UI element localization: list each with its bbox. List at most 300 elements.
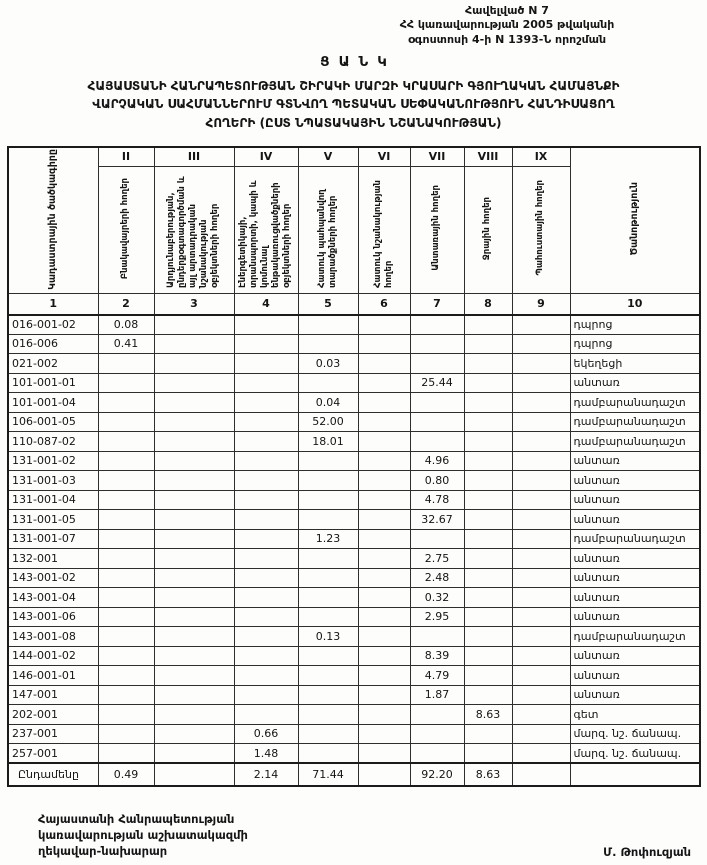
total-label: Ընդամենը bbox=[8, 763, 98, 786]
value-cell bbox=[410, 354, 464, 374]
value-cell bbox=[512, 685, 570, 705]
value-cell bbox=[98, 412, 154, 432]
value-cell bbox=[464, 646, 512, 666]
value-cell bbox=[512, 490, 570, 510]
total-value-col5: 71.44 bbox=[298, 763, 358, 786]
value-cell bbox=[358, 568, 410, 588]
industrial-lands-header: Արդյունաբերության, ընդերքօգտագործման և այլ արտադրական նշանակության օբյեկտների հողեր bbox=[154, 167, 234, 294]
total-row bbox=[8, 763, 700, 786]
value-cell bbox=[234, 490, 298, 510]
value-cell bbox=[298, 471, 358, 491]
value-cell bbox=[512, 705, 570, 725]
value-cell bbox=[234, 568, 298, 588]
note-column-header bbox=[570, 147, 700, 294]
value-cell bbox=[464, 549, 512, 569]
value-cell bbox=[410, 705, 464, 725]
energy-transport-lands-header: Էներգետիկայի, տրանսպորտի, կապի և կոմունալ ենթակառուցվածքների օբյեկտների հողեր bbox=[234, 167, 298, 294]
value-cell: 0.80 bbox=[410, 471, 464, 491]
value-cell bbox=[154, 393, 234, 413]
value-cell bbox=[464, 529, 512, 549]
value-cell bbox=[154, 432, 234, 452]
value-cell bbox=[98, 627, 154, 647]
value-cell bbox=[234, 412, 298, 432]
value-cell bbox=[298, 744, 358, 764]
value-cell bbox=[234, 373, 298, 393]
value-cell bbox=[512, 393, 570, 413]
value-cell bbox=[410, 393, 464, 413]
value-cell bbox=[298, 685, 358, 705]
value-cell bbox=[154, 412, 234, 432]
value-cell: 25.44 bbox=[410, 373, 464, 393]
appendix-header bbox=[347, 4, 667, 47]
value-cell bbox=[464, 724, 512, 744]
roman-numeral-row bbox=[8, 147, 700, 167]
cadastral-code-header bbox=[8, 147, 98, 294]
value-cell bbox=[98, 724, 154, 744]
table-row bbox=[8, 529, 700, 549]
value-cell bbox=[464, 490, 512, 510]
value-cell bbox=[154, 451, 234, 471]
table-row bbox=[8, 490, 700, 510]
value-cell bbox=[358, 451, 410, 471]
value-cell: 1.87 bbox=[410, 685, 464, 705]
water-lands-header: Ջրային հողեր bbox=[464, 167, 512, 294]
value-cell bbox=[512, 744, 570, 764]
note-cell: անտառ bbox=[570, 510, 700, 530]
value-cell bbox=[358, 490, 410, 510]
value-cell bbox=[298, 451, 358, 471]
value-cell bbox=[464, 744, 512, 764]
table-row bbox=[8, 354, 700, 374]
cadastral-code-cell: 202-001 bbox=[8, 705, 98, 725]
table-row bbox=[8, 412, 700, 432]
value-cell bbox=[298, 588, 358, 608]
col-number-5: 5 bbox=[298, 294, 358, 315]
value-cell bbox=[512, 568, 570, 588]
value-cell bbox=[464, 685, 512, 705]
value-cell bbox=[234, 705, 298, 725]
value-cell bbox=[298, 568, 358, 588]
value-cell bbox=[234, 666, 298, 686]
table-row bbox=[8, 432, 700, 452]
note-cell: անտառ bbox=[570, 666, 700, 686]
numeral-iv: IV bbox=[234, 147, 298, 167]
value-cell bbox=[358, 685, 410, 705]
signatory-title-line-2: կառավարության աշխատակազմի bbox=[38, 828, 248, 843]
value-cell bbox=[298, 666, 358, 686]
value-cell bbox=[98, 549, 154, 569]
value-cell bbox=[512, 471, 570, 491]
value-cell bbox=[512, 373, 570, 393]
value-cell bbox=[358, 607, 410, 627]
value-cell bbox=[512, 549, 570, 569]
col-number-8: 8 bbox=[464, 294, 512, 315]
note-header-label: Ծանոթություն bbox=[628, 182, 640, 256]
value-cell bbox=[512, 315, 570, 335]
cadastral-code-cell: 143-001-02 bbox=[8, 568, 98, 588]
note-cell: դամբարանադաշտ bbox=[570, 393, 700, 413]
value-cell bbox=[464, 412, 512, 432]
value-cell bbox=[98, 646, 154, 666]
value-cell bbox=[512, 510, 570, 530]
value-cell bbox=[98, 471, 154, 491]
value-cell bbox=[464, 373, 512, 393]
value-cell bbox=[98, 744, 154, 764]
note-cell: անտառ bbox=[570, 607, 700, 627]
note-cell: անտառ bbox=[570, 549, 700, 569]
value-cell: 2.75 bbox=[410, 549, 464, 569]
table-row bbox=[8, 724, 700, 744]
value-cell bbox=[358, 432, 410, 452]
cadastral-code-cell: 131-001-04 bbox=[8, 490, 98, 510]
value-cell bbox=[512, 432, 570, 452]
value-cell bbox=[154, 490, 234, 510]
value-cell bbox=[358, 354, 410, 374]
note-cell: դամբարանադաշտ bbox=[570, 432, 700, 452]
value-cell bbox=[298, 373, 358, 393]
note-cell: մարզ. նշ. ճանապ. bbox=[570, 724, 700, 744]
cadastral-code-cell: 131-001-03 bbox=[8, 471, 98, 491]
value-cell bbox=[358, 471, 410, 491]
table-row bbox=[8, 393, 700, 413]
value-cell bbox=[298, 315, 358, 335]
value-cell: 18.01 bbox=[298, 432, 358, 452]
subtitle-line-1: ՀԱՅԱՍՏԱՆԻ ՀԱՆՐԱՊԵՏՈՒԹՅԱՆ ՇԻՐԱԿԻ ՄԱՐԶԻ ԿՐԱՍԱՐԻ ԳՅՈՒՂԱԿԱՆ ՀԱՄԱՅՆՔԻ bbox=[87, 78, 620, 93]
table-row bbox=[8, 666, 700, 686]
value-cell: 32.67 bbox=[410, 510, 464, 530]
document-subtitle bbox=[0, 77, 707, 133]
value-cell bbox=[464, 354, 512, 374]
value-cell bbox=[234, 354, 298, 374]
col-number-4: 4 bbox=[234, 294, 298, 315]
table-row bbox=[8, 685, 700, 705]
value-cell bbox=[234, 588, 298, 608]
table-row bbox=[8, 334, 700, 354]
col-number-1: 1 bbox=[8, 294, 98, 315]
cadastral-code-cell: 106-001-05 bbox=[8, 412, 98, 432]
cadastral-code-cell: 016-001-02 bbox=[8, 315, 98, 335]
value-cell bbox=[410, 744, 464, 764]
table-row bbox=[8, 607, 700, 627]
total-value-col3 bbox=[154, 763, 234, 786]
value-cell: 4.78 bbox=[410, 490, 464, 510]
value-cell bbox=[298, 510, 358, 530]
value-cell: 2.48 bbox=[410, 568, 464, 588]
value-cell bbox=[410, 627, 464, 647]
cadastral-code-cell: 143-001-04 bbox=[8, 588, 98, 608]
document-footer bbox=[0, 811, 707, 859]
value-cell bbox=[154, 529, 234, 549]
numeral-ii: II bbox=[98, 147, 154, 167]
value-cell bbox=[154, 588, 234, 608]
subtitle-line-2: ՎԱՐՉԱԿԱՆ ՍԱՀՄԱՆՆԵՐՈՒՄ ԳՏՆՎՈՂ ՊԵՏԱԿԱՆ ՍԵՓԱԿԱՆՈՒԹՅՈՒՆ ՀԱՆԴԻՍԱՑՈՂ bbox=[92, 97, 615, 112]
value-cell bbox=[98, 568, 154, 588]
table-row bbox=[8, 646, 700, 666]
value-cell bbox=[358, 373, 410, 393]
value-cell bbox=[234, 549, 298, 569]
value-cell bbox=[512, 646, 570, 666]
note-cell: անտառ bbox=[570, 373, 700, 393]
col-number-9: 9 bbox=[512, 294, 570, 315]
land-parcels-table bbox=[7, 146, 701, 788]
note-cell: դամբարանադաշտ bbox=[570, 627, 700, 647]
note-cell: անտառ bbox=[570, 568, 700, 588]
value-cell: 4.79 bbox=[410, 666, 464, 686]
value-cell bbox=[98, 588, 154, 608]
value-cell bbox=[464, 666, 512, 686]
value-cell bbox=[154, 646, 234, 666]
value-cell bbox=[234, 315, 298, 335]
total-value-col8: 8.63 bbox=[464, 763, 512, 786]
value-cell bbox=[512, 334, 570, 354]
value-cell bbox=[512, 627, 570, 647]
value-cell bbox=[358, 412, 410, 432]
cadastral-code-cell: 131-001-02 bbox=[8, 451, 98, 471]
note-cell: եկեղեցի bbox=[570, 354, 700, 374]
value-cell: 0.03 bbox=[298, 354, 358, 374]
value-cell bbox=[154, 471, 234, 491]
cadastral-code-cell: 101-001-04 bbox=[8, 393, 98, 413]
appendix-number-line: Հավելված N 7 bbox=[465, 4, 549, 17]
table-row bbox=[8, 471, 700, 491]
table-row bbox=[8, 549, 700, 569]
value-cell bbox=[298, 549, 358, 569]
value-cell bbox=[154, 724, 234, 744]
decree-number-line: օգոստոսի 4-ի N 1393-Ն որոշման bbox=[407, 32, 607, 46]
note-cell: դպրոց bbox=[570, 334, 700, 354]
value-cell bbox=[234, 471, 298, 491]
value-cell bbox=[358, 646, 410, 666]
value-cell bbox=[154, 373, 234, 393]
total-value-col6 bbox=[358, 763, 410, 786]
value-cell bbox=[154, 549, 234, 569]
note-cell: անտառ bbox=[570, 685, 700, 705]
value-cell bbox=[464, 607, 512, 627]
value-cell: 1.48 bbox=[234, 744, 298, 764]
value-cell bbox=[358, 666, 410, 686]
value-cell bbox=[154, 607, 234, 627]
value-cell bbox=[298, 705, 358, 725]
numeral-v: V bbox=[298, 147, 358, 167]
cadastral-code-cell: 143-001-06 bbox=[8, 607, 98, 627]
note-cell: գետ bbox=[570, 705, 700, 725]
value-cell: 0.13 bbox=[298, 627, 358, 647]
numeral-viii: VIII bbox=[464, 147, 512, 167]
value-cell: 0.66 bbox=[234, 724, 298, 744]
col-number-7: 7 bbox=[410, 294, 464, 315]
value-cell bbox=[298, 724, 358, 744]
value-cell bbox=[358, 724, 410, 744]
value-cell bbox=[234, 432, 298, 452]
value-cell bbox=[512, 354, 570, 374]
table-row bbox=[8, 588, 700, 608]
value-cell bbox=[358, 627, 410, 647]
note-cell: դամբարանադաշտ bbox=[570, 529, 700, 549]
value-cell bbox=[410, 432, 464, 452]
value-cell bbox=[98, 373, 154, 393]
col-number-2: 2 bbox=[98, 294, 154, 315]
signatory-title-line-3: ղեկավար-նախարար bbox=[38, 844, 168, 859]
value-cell bbox=[154, 510, 234, 530]
table-row bbox=[8, 451, 700, 471]
value-cell bbox=[298, 646, 358, 666]
cadastral-code-cell: 131-001-05 bbox=[8, 510, 98, 530]
table-row bbox=[8, 315, 700, 335]
value-cell bbox=[464, 393, 512, 413]
value-cell bbox=[298, 490, 358, 510]
value-cell bbox=[234, 334, 298, 354]
cadastral-code-cell: 257-001 bbox=[8, 744, 98, 764]
signatory-title bbox=[38, 811, 248, 859]
cadastral-code-cell: 110-087-02 bbox=[8, 432, 98, 452]
value-cell bbox=[98, 529, 154, 549]
value-cell bbox=[234, 529, 298, 549]
value-cell bbox=[410, 334, 464, 354]
value-cell bbox=[154, 666, 234, 686]
value-cell bbox=[154, 685, 234, 705]
value-cell bbox=[98, 490, 154, 510]
value-cell bbox=[512, 412, 570, 432]
value-cell: 8.39 bbox=[410, 646, 464, 666]
cadastral-code-cell: 143-001-08 bbox=[8, 627, 98, 647]
col-number-3: 3 bbox=[154, 294, 234, 315]
value-cell bbox=[154, 705, 234, 725]
value-cell bbox=[512, 588, 570, 608]
value-cell bbox=[154, 744, 234, 764]
special-purpose-lands-header: Հատուկ նշանակության հողեր bbox=[358, 167, 410, 294]
value-cell bbox=[464, 471, 512, 491]
value-cell: 4.96 bbox=[410, 451, 464, 471]
forest-lands-header: Անտառային հողեր bbox=[410, 167, 464, 294]
value-cell: 0.04 bbox=[298, 393, 358, 413]
value-cell bbox=[98, 666, 154, 686]
total-value-col2: 0.49 bbox=[98, 763, 154, 786]
value-cell bbox=[98, 451, 154, 471]
page-title: ՑԱՆԿ bbox=[320, 53, 396, 70]
value-cell bbox=[464, 315, 512, 335]
value-cell bbox=[512, 724, 570, 744]
value-cell: 52.00 bbox=[298, 412, 358, 432]
value-cell bbox=[464, 334, 512, 354]
table-row bbox=[8, 744, 700, 764]
value-cell bbox=[358, 315, 410, 335]
value-cell bbox=[298, 607, 358, 627]
cadastral-code-cell: 147-001 bbox=[8, 685, 98, 705]
value-cell bbox=[358, 529, 410, 549]
value-cell bbox=[98, 607, 154, 627]
decree-year-line: ՀՀ կառավարության 2005 թվականի bbox=[399, 18, 615, 32]
value-cell bbox=[154, 315, 234, 335]
value-cell bbox=[410, 724, 464, 744]
value-cell: 8.63 bbox=[464, 705, 512, 725]
value-cell bbox=[464, 451, 512, 471]
value-cell bbox=[98, 510, 154, 530]
total-note bbox=[570, 763, 700, 786]
value-cell bbox=[234, 393, 298, 413]
note-cell: անտառ bbox=[570, 490, 700, 510]
value-cell bbox=[358, 705, 410, 725]
value-cell bbox=[464, 568, 512, 588]
table-row bbox=[8, 373, 700, 393]
total-value-col9 bbox=[512, 763, 570, 786]
value-cell bbox=[358, 744, 410, 764]
col-number-6: 6 bbox=[358, 294, 410, 315]
value-cell bbox=[98, 685, 154, 705]
value-cell bbox=[154, 627, 234, 647]
cadastral-code-cell: 146-001-01 bbox=[8, 666, 98, 686]
cadastral-code-header-label: Կադաստրային ծածկագիրը bbox=[47, 148, 59, 290]
table-row bbox=[8, 568, 700, 588]
cadastral-code-cell: 021-002 bbox=[8, 354, 98, 374]
value-cell bbox=[464, 627, 512, 647]
value-cell bbox=[410, 412, 464, 432]
value-cell: 0.41 bbox=[98, 334, 154, 354]
column-number-row bbox=[8, 294, 700, 315]
value-cell bbox=[464, 588, 512, 608]
value-cell bbox=[234, 451, 298, 471]
total-value-col7: 92.20 bbox=[410, 763, 464, 786]
value-cell bbox=[512, 607, 570, 627]
value-cell bbox=[98, 705, 154, 725]
value-cell: 1.23 bbox=[298, 529, 358, 549]
total-value-col4: 2.14 bbox=[234, 763, 298, 786]
value-cell bbox=[358, 510, 410, 530]
table-row bbox=[8, 705, 700, 725]
col-number-10: 10 bbox=[570, 294, 700, 315]
value-cell bbox=[234, 607, 298, 627]
subtitle-line-3: ՀՈՂԵՐԻ (ԸՍՏ ՆՊԱՏԱԿԱՅԻՆ ՆՇԱՆԱԿՈՒԹՅԱՆ) bbox=[205, 116, 502, 131]
value-cell bbox=[358, 588, 410, 608]
table-body bbox=[8, 315, 700, 764]
value-cell bbox=[512, 529, 570, 549]
note-cell: անտառ bbox=[570, 451, 700, 471]
signatory-title-line-1: Հայաստանի Հանրապետության bbox=[38, 812, 235, 827]
value-cell bbox=[98, 393, 154, 413]
value-cell: 2.95 bbox=[410, 607, 464, 627]
note-cell: անտառ bbox=[570, 588, 700, 608]
note-cell: մարզ. նշ. ճանապ. bbox=[570, 744, 700, 764]
value-cell bbox=[358, 393, 410, 413]
cadastral-code-cell: 144-001-02 bbox=[8, 646, 98, 666]
value-cell bbox=[234, 646, 298, 666]
cadastral-code-cell: 101-001-01 bbox=[8, 373, 98, 393]
value-cell bbox=[358, 334, 410, 354]
numeral-ix: IX bbox=[512, 147, 570, 167]
value-cell bbox=[298, 334, 358, 354]
value-cell bbox=[410, 529, 464, 549]
cadastral-code-cell: 237-001 bbox=[8, 724, 98, 744]
table-row bbox=[8, 510, 700, 530]
value-cell bbox=[512, 451, 570, 471]
value-cell bbox=[98, 432, 154, 452]
value-cell bbox=[358, 549, 410, 569]
value-cell bbox=[464, 510, 512, 530]
value-cell bbox=[464, 432, 512, 452]
value-cell bbox=[234, 627, 298, 647]
table-row bbox=[8, 627, 700, 647]
numeral-vii: VII bbox=[410, 147, 464, 167]
reserve-lands-header: Պահուստային հողեր bbox=[512, 167, 570, 294]
cadastral-code-cell: 016-006 bbox=[8, 334, 98, 354]
protected-areas-lands-header: Հատուկ պահպանվող տարածքների հողեր bbox=[298, 167, 358, 294]
value-cell: 0.32 bbox=[410, 588, 464, 608]
value-cell bbox=[234, 685, 298, 705]
numeral-vi: VI bbox=[358, 147, 410, 167]
note-cell: անտառ bbox=[570, 646, 700, 666]
note-cell: դպրոց bbox=[570, 315, 700, 335]
value-cell bbox=[154, 568, 234, 588]
cadastral-code-cell: 131-001-07 bbox=[8, 529, 98, 549]
